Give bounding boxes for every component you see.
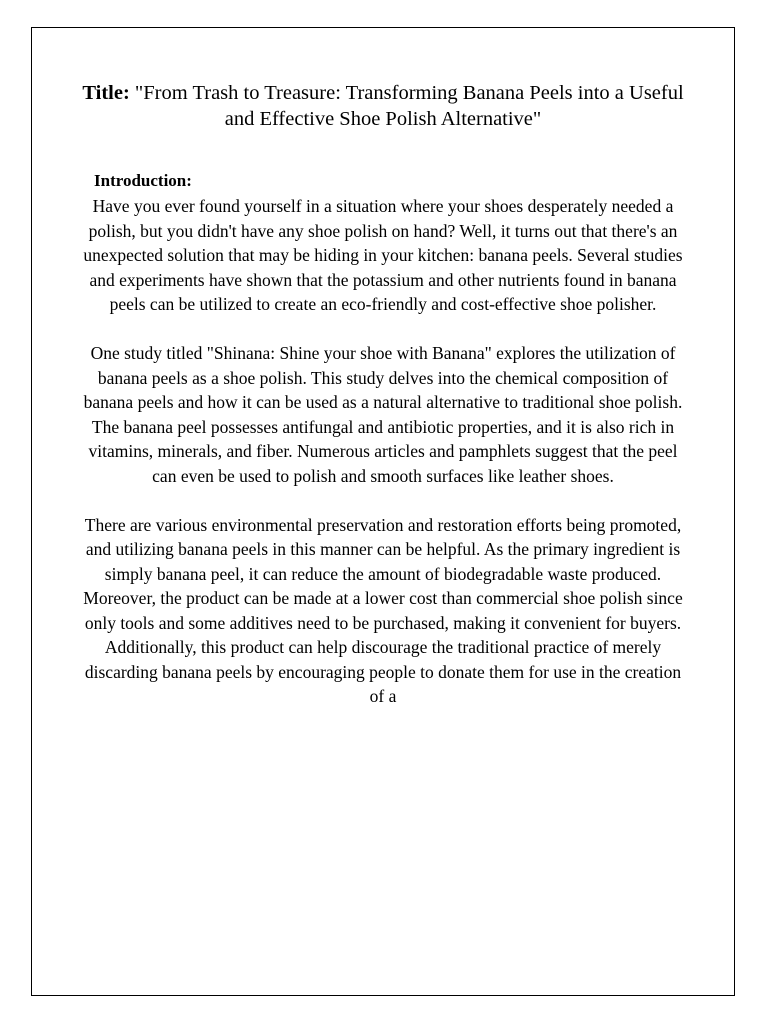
document-title — [80, 80, 686, 132]
paragraph-2: One study titled "Shinana: Shine your shoe with Banana" explores the utilization of banana peels as a shoe polish. This study delves into the chemical composition of banana peels and how it can be used as a natural alternative to traditional shoe polish. The banana peel possesses antifungal and antibiotic properties, and it is also rich in vitamins, minerals, and fiber. Numerous articles and pamphlets suggest that the peel can even be used to polish and smooth surfaces like leather shoes. — [83, 343, 683, 486]
body-text — [82, 194, 684, 733]
title-text: "From Trash to Treasure: Transforming Banana Peels into a Useful and Effective Shoe Polish Alternative" — [134, 82, 684, 130]
introduction-heading: Introduction: — [94, 171, 192, 190]
paragraph-3: There are various environmental preservation and restoration efforts being promoted, and utilizing banana peels in this manner can be helpful. As the primary ingredient is simply banana peel, it can reduce the amount of biodegradable waste produced. Moreover, the product can be made at a lower cost than commercial shoe polish since only tools and some additives need to be purchased, making it convenient for buyers. Additionally, this product can help discourage the traditional practice of merely discarding banana peels by encouraging people to donate them for use in the creation of a — [83, 514, 683, 706]
paragraph-1: Have you ever found yourself in a situation where your shoes desperately needed a polish, but you didn't have any shoe polish on hand? Well, it turns out that there's an unexpected solution that may be hiding in your kitchen: banana peels. Several studies and experiments have shown that the potassium and other nutrients found in banana peels can be utilized to create an eco-friendly and cost-effective shoe polisher. — [83, 196, 683, 314]
title-label: Title: — [82, 82, 130, 104]
